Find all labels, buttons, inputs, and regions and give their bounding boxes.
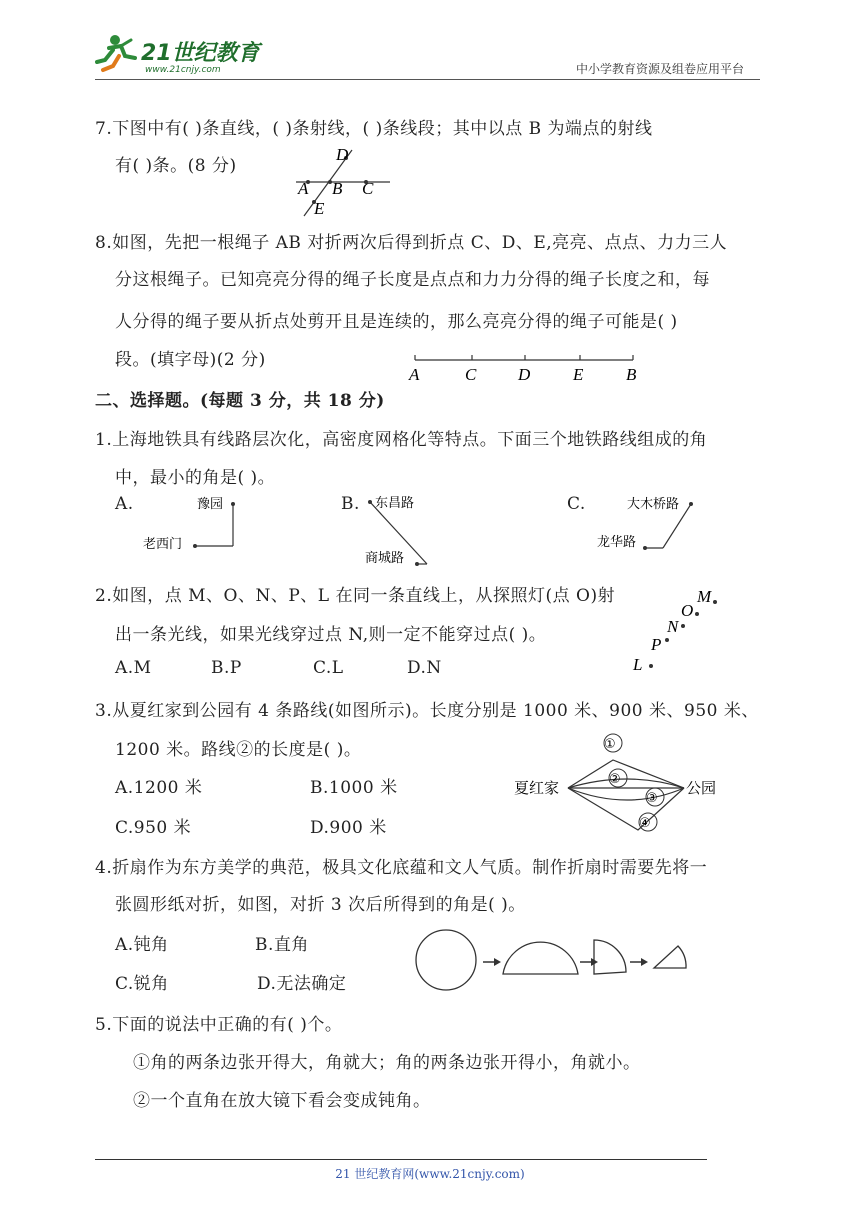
s3-line1: 3.从夏红家到公园有 4 条路线(如图所示)。长度分别是 1000 米、900 米、950 米、 [95,701,759,721]
q7-figure [290,138,400,223]
s4-option-d: D.无法确定 [257,974,347,994]
q7-point-label: D [336,145,349,164]
q8-point-label: D [518,365,531,384]
s1-figures [135,488,815,573]
q8-point-label: B [626,365,637,384]
s1-a-bottom-label: 老西门 [143,537,183,552]
section2-title: 二、选择题。(每题 3 分，共 18 分) [95,391,385,411]
s1-c-top-label: 大木桥路 [627,497,680,512]
s2-option-b: B.P [211,658,242,678]
q7-point-label: B [332,179,343,198]
s3-line2: 1200 米。路线②的长度是( )。 [115,740,362,760]
header-divider [95,79,760,80]
s1-option-c-letter: C. [567,494,586,514]
s4-line2: 张圆形纸对折，如图，对折 3 次后所得到的角是( )。 [115,895,526,915]
q8-line4: 段。(填字母)(2 分) [115,350,266,370]
s2-option-c: C.L [313,658,344,678]
q8-point-label: A [409,365,420,384]
s2-option-d: D.N [407,658,442,678]
s1-option-a-letter: A. [115,494,134,514]
s4-option-c: C.锐角 [115,974,169,994]
q7-point-label: E [314,199,325,218]
q7-line1: 7.下图中有( )条直线，( )条射线，( )条线段；其中以点 B 为端点的射线 [95,119,653,139]
s3-option-b: B.1000 米 [310,778,398,798]
footer-divider [95,1159,707,1160]
s1-c-bottom-label: 龙华路 [597,535,637,550]
s2-line1: 2.如图，点 M、O、N、P、L 在同一条直线上，从探照灯(点 O)射 [95,586,616,606]
s1-a-top-label: 豫园 [197,497,224,512]
q8-line3: 人分得的绳子要从折点处剪开且是连续的，那么亮亮分得的绳子可能是( ) [115,312,678,332]
s3-option-c: C.950 米 [115,818,192,838]
s4-option-b: B.直角 [255,935,309,955]
s4-option-a: A.钝角 [115,935,169,955]
route-label: ④ [639,816,651,831]
s1-b-top-label: 东昌路 [375,496,415,511]
s5-item1: ①角的两条边张开得大，角就大；角的两条边张开得小，角就小。 [133,1053,641,1073]
s3-option-d: D.900 米 [310,818,387,838]
q8-point-label: E [573,365,584,384]
s2-point-label: N [667,617,679,636]
q8-line2: 分这根绳子。已知亮亮分得的绳子长度是点点和力力分得的绳子长度之和，每 [115,270,710,290]
footer-link[interactable]: 21 世纪教育网(www.21cnjy.com) [335,1167,525,1181]
s2-point-label: P [651,635,662,654]
s2-point-label: O [681,601,694,620]
site-logo [95,30,265,76]
q7-point-label: A [298,179,309,198]
s1-b-bottom-label: 商城路 [365,551,405,566]
s4-line1: 4.折扇作为东方美学的典范，极具文化底蕴和文人气质。制作折扇时需要先将一 [95,858,708,878]
s5-line1: 5.下面的说法中正确的有( )个。 [95,1015,343,1035]
s3-figure [508,730,728,840]
q7-point-label: C [362,179,374,198]
s3-to-label: 公园 [686,779,717,797]
s2-point-label: M [697,587,712,606]
s3-from-label: 夏红家 [514,779,560,797]
s2-line2: 出一条光线，如果光线穿过点 N,则一定不能穿过点( )。 [115,625,547,645]
q8-line1: 8.如图，先把一根绳子 AB 对折两次后得到折点 C、D、E,亮亮、点点、力力三人 [95,233,728,253]
s2-point-label: L [633,655,643,674]
route-label: ① [604,737,616,752]
route-label: ② [609,772,621,787]
s4-figure [410,924,700,994]
s1-line1: 1.上海地铁具有线路层次化，高密度网格化等特点。下面三个地铁路线组成的角 [95,430,708,450]
s2-figure [625,582,725,674]
header-platform-text: 中小学教育资源及组卷应用平台 [576,62,745,76]
s5-item2: ②一个直角在放大镜下看会变成钝角。 [133,1091,431,1111]
logo-subtext: www.21cnjy.com [145,65,221,75]
q8-figure [400,350,650,385]
logo-text: 21世纪教育 [141,41,260,66]
q8-point-label: C [465,365,477,384]
q7-line2: 有( )条。(8 分) [115,156,237,176]
route-label: ③ [646,791,658,806]
s1-option-b-letter: B. [341,494,360,514]
s2-option-a: A.M [115,658,152,678]
s1-line2: 中，最小的角是( )。 [115,468,276,488]
s3-option-a: A.1200 米 [115,778,203,798]
